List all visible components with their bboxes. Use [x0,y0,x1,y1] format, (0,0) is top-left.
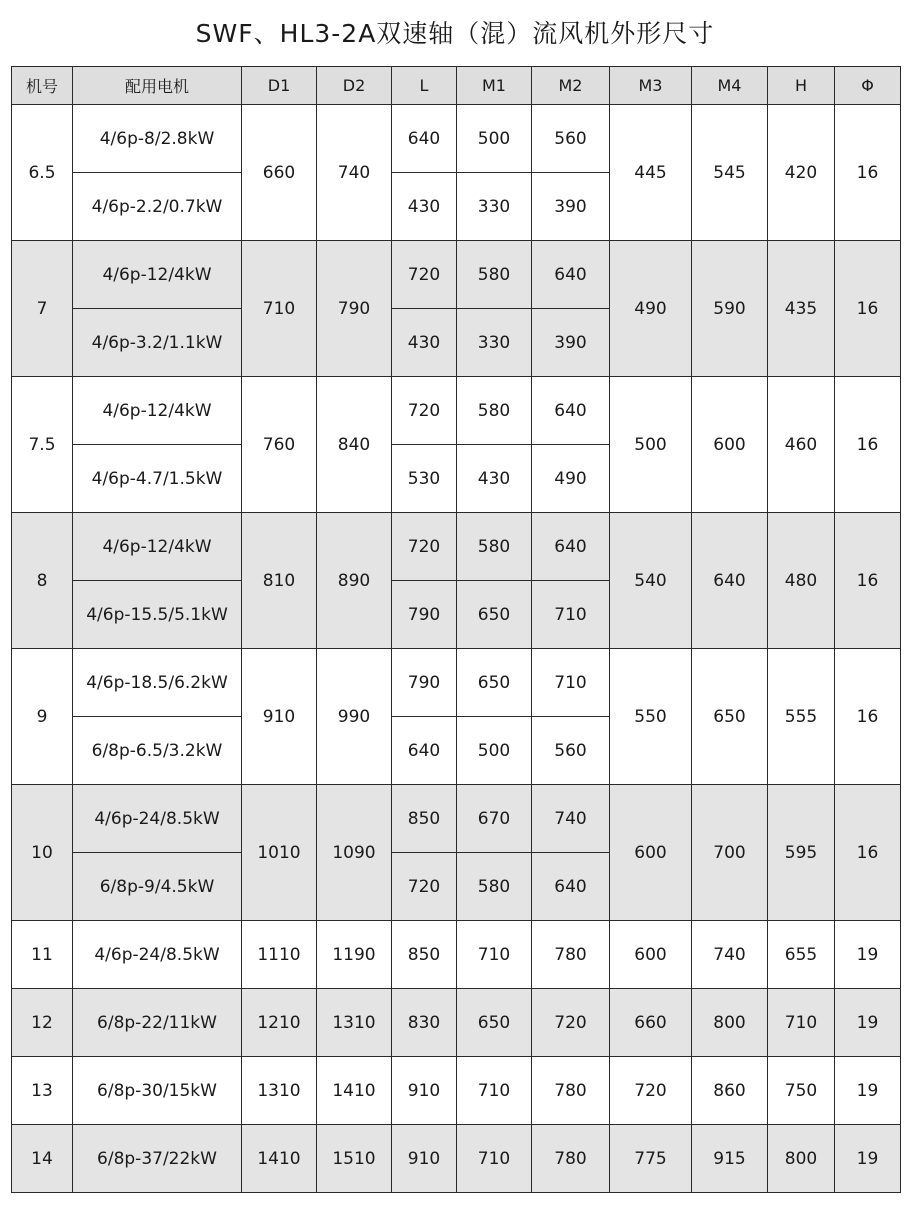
m2-cell: 710 [532,649,610,717]
d1-cell: 1210 [242,989,317,1057]
model-group [12,785,901,921]
m2-cell: 560 [532,717,610,785]
l-cell: 430 [392,309,457,377]
d1-cell: 760 [242,377,317,513]
motor-cell: 4/6p-24/8.5kW [73,921,242,989]
header-cell-d1: D1 [242,67,317,105]
phi-cell: 16 [835,649,901,785]
m1-cell: 580 [457,241,532,309]
m4-cell: 915 [692,1125,768,1193]
model-cell: 9 [12,649,73,785]
h-cell: 655 [768,921,835,989]
header-row [12,67,901,105]
h-cell: 435 [768,241,835,377]
motor-cell: 4/6p-4.7/1.5kW [73,445,242,513]
h-cell: 460 [768,377,835,513]
motor-cell: 4/6p-12/4kW [73,513,242,581]
h-cell: 800 [768,1125,835,1193]
m2-cell: 720 [532,989,610,1057]
l-cell: 790 [392,649,457,717]
m3-cell: 775 [610,1125,692,1193]
model-group [12,513,901,649]
header-cell-m2: M2 [532,67,610,105]
motor-cell: 4/6p-24/8.5kW [73,785,242,853]
l-cell: 910 [392,1125,457,1193]
model-cell: 12 [12,989,73,1057]
model-cell: 7.5 [12,377,73,513]
d2-cell: 840 [317,377,392,513]
header-cell-phi: Φ [835,67,901,105]
m2-cell: 780 [532,1125,610,1193]
m2-cell: 740 [532,785,610,853]
l-cell: 910 [392,1057,457,1125]
h-cell: 555 [768,649,835,785]
motor-cell: 6/8p-30/15kW [73,1057,242,1125]
motor-cell: 4/6p-18.5/6.2kW [73,649,242,717]
d1-cell: 810 [242,513,317,649]
motor-cell: 6/8p-9/4.5kW [73,853,242,921]
phi-cell: 16 [835,513,901,649]
m2-cell: 710 [532,581,610,649]
m3-cell: 500 [610,377,692,513]
table-row [12,513,901,581]
m4-cell: 640 [692,513,768,649]
phi-cell: 16 [835,105,901,241]
d1-cell: 1110 [242,921,317,989]
model-group [12,1125,901,1193]
h-cell: 710 [768,989,835,1057]
m1-cell: 650 [457,581,532,649]
m1-cell: 580 [457,377,532,445]
m3-cell: 445 [610,105,692,241]
table-row [12,989,901,1057]
header-cell-h: H [768,67,835,105]
page-title: SWF、HL3-2A双速轴（混）流风机外形尺寸 [195,19,715,48]
header-cell-model: 机号 [12,67,73,105]
l-cell: 720 [392,853,457,921]
l-cell: 640 [392,105,457,173]
model-cell: 10 [12,785,73,921]
header-cell-m1: M1 [457,67,532,105]
phi-cell: 19 [835,1057,901,1125]
motor-cell: 4/6p-12/4kW [73,241,242,309]
d2-cell: 990 [317,649,392,785]
m1-cell: 580 [457,513,532,581]
m4-cell: 800 [692,989,768,1057]
m4-cell: 590 [692,241,768,377]
phi-cell: 19 [835,921,901,989]
l-cell: 790 [392,581,457,649]
m1-cell: 710 [457,921,532,989]
model-cell: 11 [12,921,73,989]
h-cell: 595 [768,785,835,921]
m2-cell: 780 [532,1057,610,1125]
h-cell: 750 [768,1057,835,1125]
d1-cell: 1010 [242,785,317,921]
model-group [12,921,901,989]
m1-cell: 710 [457,1057,532,1125]
d2-cell: 890 [317,513,392,649]
motor-cell: 6/8p-37/22kW [73,1125,242,1193]
m3-cell: 490 [610,241,692,377]
l-cell: 720 [392,513,457,581]
m2-cell: 390 [532,309,610,377]
model-group [12,989,901,1057]
l-cell: 720 [392,377,457,445]
table-row [12,105,901,173]
m1-cell: 330 [457,173,532,241]
m3-cell: 600 [610,785,692,921]
model-cell: 14 [12,1125,73,1193]
motor-cell: 6/8p-6.5/3.2kW [73,717,242,785]
m2-cell: 490 [532,445,610,513]
m3-cell: 540 [610,513,692,649]
d2-cell: 790 [317,241,392,377]
l-cell: 640 [392,717,457,785]
header-cell-m4: M4 [692,67,768,105]
m1-cell: 330 [457,309,532,377]
m2-cell: 390 [532,173,610,241]
model-group [12,649,901,785]
model-group [12,105,901,241]
table-row [12,921,901,989]
m4-cell: 700 [692,785,768,921]
d2-cell: 1090 [317,785,392,921]
model-group [12,241,901,377]
phi-cell: 19 [835,989,901,1057]
h-cell: 420 [768,105,835,241]
table-row [12,785,901,853]
l-cell: 850 [392,921,457,989]
m2-cell: 640 [532,241,610,309]
m2-cell: 560 [532,105,610,173]
header-cell-d2: D2 [317,67,392,105]
m1-cell: 430 [457,445,532,513]
table-row [12,649,901,717]
m3-cell: 600 [610,921,692,989]
phi-cell: 19 [835,1125,901,1193]
header-cell-m3: M3 [610,67,692,105]
l-cell: 720 [392,241,457,309]
table-row [12,241,901,309]
l-cell: 430 [392,173,457,241]
d2-cell: 1510 [317,1125,392,1193]
d2-cell: 740 [317,105,392,241]
motor-cell: 6/8p-22/11kW [73,989,242,1057]
motor-cell: 4/6p-8/2.8kW [73,105,242,173]
m3-cell: 550 [610,649,692,785]
table-row [12,1057,901,1125]
m1-cell: 650 [457,649,532,717]
m1-cell: 500 [457,717,532,785]
d2-cell: 1310 [317,989,392,1057]
m4-cell: 860 [692,1057,768,1125]
header-cell-motor: 配用电机 [73,67,242,105]
l-cell: 530 [392,445,457,513]
header-cell-l: L [392,67,457,105]
motor-cell: 4/6p-12/4kW [73,377,242,445]
m1-cell: 710 [457,1125,532,1193]
phi-cell: 16 [835,377,901,513]
model-cell: 13 [12,1057,73,1125]
m4-cell: 650 [692,649,768,785]
m1-cell: 650 [457,989,532,1057]
m2-cell: 640 [532,853,610,921]
model-cell: 6.5 [12,105,73,241]
phi-cell: 16 [835,241,901,377]
phi-cell: 16 [835,785,901,921]
model-group [12,1057,901,1125]
table-row [12,1125,901,1193]
model-cell: 7 [12,241,73,377]
m4-cell: 600 [692,377,768,513]
motor-cell: 4/6p-15.5/5.1kW [73,581,242,649]
m3-cell: 660 [610,989,692,1057]
model-group [12,377,901,513]
motor-cell: 4/6p-3.2/1.1kW [73,309,242,377]
m2-cell: 780 [532,921,610,989]
d2-cell: 1190 [317,921,392,989]
h-cell: 480 [768,513,835,649]
d1-cell: 910 [242,649,317,785]
m4-cell: 545 [692,105,768,241]
m1-cell: 500 [457,105,532,173]
d1-cell: 660 [242,105,317,241]
l-cell: 830 [392,989,457,1057]
m2-cell: 640 [532,513,610,581]
l-cell: 850 [392,785,457,853]
table-row [12,377,901,445]
m1-cell: 670 [457,785,532,853]
m1-cell: 580 [457,853,532,921]
m2-cell: 640 [532,377,610,445]
d2-cell: 1410 [317,1057,392,1125]
m4-cell: 740 [692,921,768,989]
m3-cell: 720 [610,1057,692,1125]
motor-cell: 4/6p-2.2/0.7kW [73,173,242,241]
d1-cell: 710 [242,241,317,377]
dimension-table [11,66,901,1193]
d1-cell: 1310 [242,1057,317,1125]
model-cell: 8 [12,513,73,649]
d1-cell: 1410 [242,1125,317,1193]
